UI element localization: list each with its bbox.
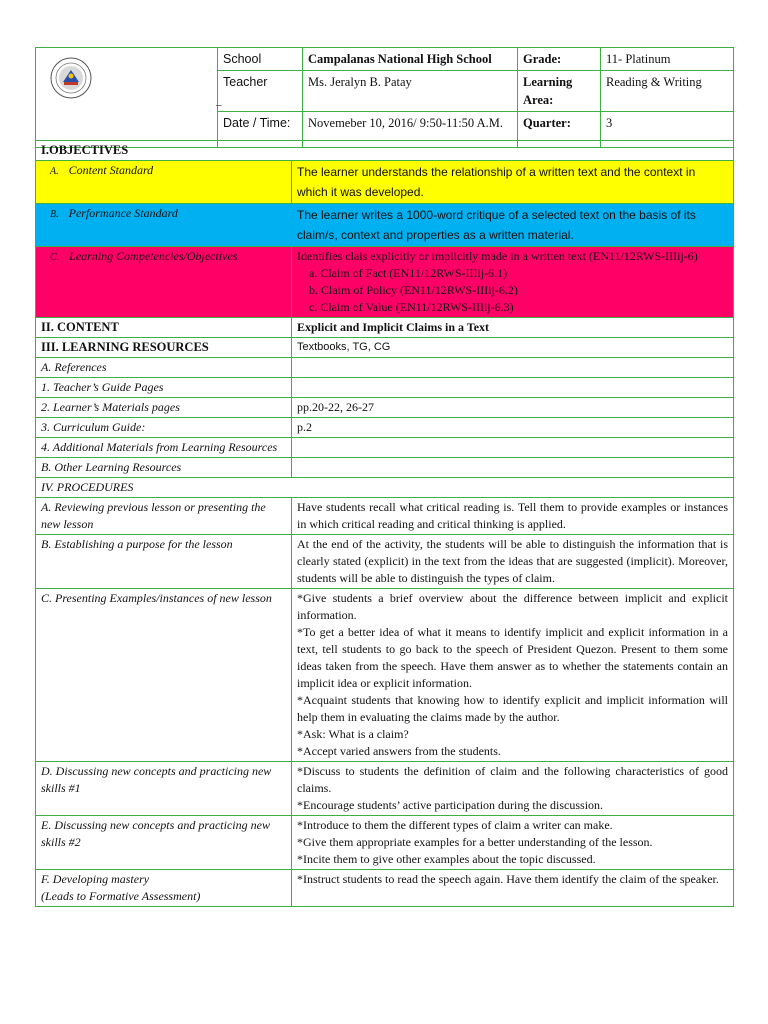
learning-area-label: Learning Area:: [518, 71, 601, 112]
quarter-label: Quarter:: [518, 112, 601, 148]
content-standard-label: Content Standard: [68, 163, 154, 177]
procedure-f-text: *Instruct students to read the speech again. Have them identify the claim of the speaker.: [292, 870, 734, 907]
performance-standard-label: Performance Standard: [68, 206, 178, 220]
references-label: A. References: [36, 358, 292, 378]
resources-heading: III. LEARNING RESOURCES: [36, 338, 292, 358]
procedure-e-line: *Give them appropriate examples for a better understanding of the lesson.: [297, 835, 653, 849]
procedure-c-line: *Ask: What is a claim?: [297, 727, 409, 741]
content-standard-row: [36, 161, 734, 204]
additional-materials-value: [292, 438, 734, 458]
procedure-d-line: *Discuss to students the definition of claim and the following characteristics of good claims.: [297, 764, 728, 795]
teacher-value: Ms. Jeralyn B. Patay: [303, 71, 518, 112]
deped-seal-logo: [49, 56, 93, 100]
grade-value: 11- Platinum: [601, 48, 734, 71]
references-value: [292, 358, 734, 378]
performance-standard-text: The learner writes a 1000-word critique of a selected text on the basis of its claim/s, context and properties as a written material.: [292, 204, 734, 247]
claim-of-fact: a. Claim of Fact (EN11/12RWS-IIIij-6.1): [309, 266, 508, 280]
content-value: Explicit and Implicit Claims in a Text: [292, 318, 734, 338]
procedure-d-line: *Encourage students’ active participation during the discussion.: [297, 798, 604, 812]
learning-competencies-label: Learning Competencies/Objectives: [69, 249, 238, 263]
school-label: School: [218, 48, 303, 71]
other-resources-value: [292, 458, 734, 478]
learning-area-value: Reading & Writing: [601, 71, 734, 112]
date-time-value: Novemeber 10, 2016/ 9:50-11:50 A.M.: [303, 112, 518, 148]
resources-value: Textbooks, TG, CG: [292, 338, 734, 358]
teachers-guide-value: [292, 378, 734, 398]
procedure-e-line: *Introduce to them the different types of claim a writer can make.: [297, 818, 613, 832]
procedure-e-label: E. Discussing new concepts and practicing new skills #2: [36, 816, 292, 870]
logo-cell: [36, 48, 222, 148]
curriculum-guide-label: 3. Curriculum Guide:: [36, 418, 292, 438]
procedure-a-label: A. Reviewing previous lesson or presenting the new lesson: [36, 498, 292, 535]
curriculum-guide-value: p.2: [292, 418, 734, 438]
learners-materials-label: 2. Learner’s Materials pages: [36, 398, 292, 418]
claim-of-policy: b. Claim of Policy (EN11/12RWS-IIIij-6.2): [309, 283, 518, 297]
procedure-e-line: *Incite them to give other examples about the topic discussed.: [297, 852, 596, 866]
procedure-c-line: *Accept varied answers from the students.: [297, 744, 501, 758]
procedure-c-line: *Give students a brief overview about the difference between implicit and explicit information.: [297, 591, 728, 622]
procedure-f-sublabel: (Leads to Formative Assessment): [41, 889, 201, 903]
content-standard-text: The learner understands the relationship of a written text and the context in which it was developed.: [292, 161, 734, 204]
procedure-b-label: B. Establishing a purpose for the lesson: [36, 535, 292, 589]
procedure-a-text: Have students recall what critical reading is. Tell them to provide examples or instances in which critical reading and critical thinking is applied.: [292, 498, 734, 535]
other-resources-label: B. Other Learning Resources: [36, 458, 292, 478]
procedures-heading: IV. PROCEDURES: [36, 478, 734, 498]
content-heading: II. CONTENT: [36, 318, 292, 338]
procedure-c-label: C. Presenting Examples/instances of new lesson: [36, 589, 292, 762]
learning-competencies-text: Identifies clais explicitly or implicitly made in a written text (EN11/12RWS-IIIij-6): [297, 249, 698, 263]
additional-materials-label: 4. Additional Materials from Learning Resources: [36, 438, 292, 458]
learning-competencies-letter: C.: [50, 252, 60, 263]
logo-dash: –: [216, 99, 222, 111]
procedure-d-label: D. Discussing new concepts and practicing new skills #1: [36, 762, 292, 816]
claim-of-value: c. Claim of Value (EN11/12RWS-IIIij-6.3): [309, 300, 514, 314]
header-table: [35, 47, 734, 148]
lesson-table: [35, 140, 734, 907]
teacher-label: Teacher: [218, 71, 303, 112]
school-value: Campalanas National High School: [303, 48, 518, 71]
grade-label: Grade:: [518, 48, 601, 71]
objectives-heading: I.OBJECTIVES: [36, 141, 734, 161]
procedure-b-text: At the end of the activity, the students will be able to distinguish the information that is clearly stated (explicit) in the text from the ideas that are suggested (implicit). Moreover, students will be able to distinguish the types of claim.: [292, 535, 734, 589]
procedure-c-line: *To get a better idea of what it means to identify implicit and explicit information in a text, tell students to go back to the speech of President Quezon. Present to them some ideas taken from the speech. Have them answer as to whether the statements contain an implicit idea or explicit information.: [297, 625, 728, 690]
content-standard-letter: A.: [50, 166, 59, 177]
learning-competencies-row: [36, 247, 734, 318]
date-time-label: Date / Time:: [218, 112, 303, 148]
procedure-f-label: F. Developing mastery: [41, 872, 150, 886]
learners-materials-value: pp.20-22, 26-27: [292, 398, 734, 418]
performance-standard-row: [36, 204, 734, 247]
quarter-value: 3: [601, 112, 734, 148]
teachers-guide-label: 1. Teacher’s Guide Pages: [36, 378, 292, 398]
performance-standard-letter: B.: [50, 209, 59, 220]
procedure-c-line: *Acquaint students that knowing how to identify explicit and implicit information will help them in evaluating the claims made by the author.: [297, 693, 728, 724]
